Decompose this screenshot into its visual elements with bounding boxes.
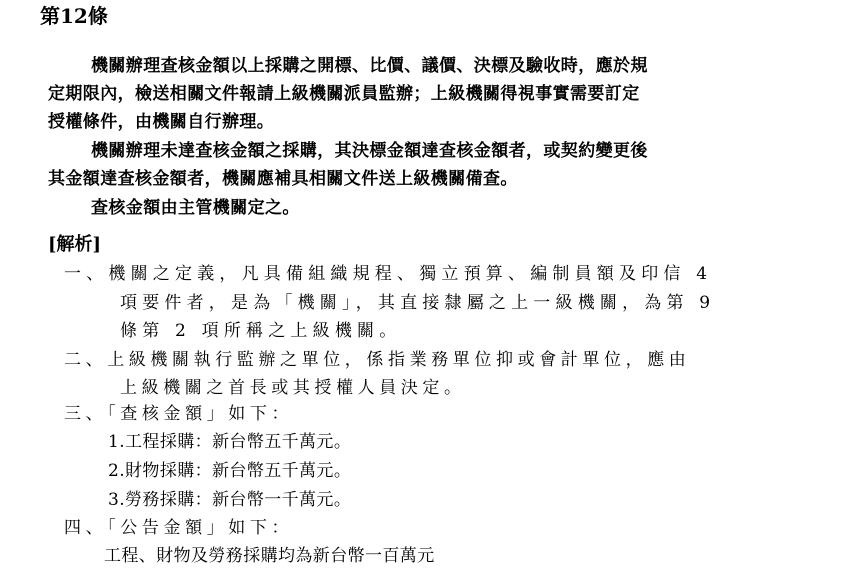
article-paragraph-1-line-3: 授權條件，由機關自行辦理。: [48, 112, 275, 132]
analysis-heading: [解析]: [48, 234, 102, 255]
article-paragraph-1-line-1: 機關辦理查核金額以上採購之開標、比價、議價、決標及驗收時，應於規: [91, 56, 648, 76]
article-paragraph-3-line-1: 查核金額由主管機關定之。: [91, 198, 300, 218]
analysis-item-3-subitem-1: 1.工程採購：新台幣五千萬元。: [108, 432, 352, 452]
analysis-item-1-line-1: 一、機關之定義，凡具備組織規程、獨立預算、編制員額及印信 4: [64, 264, 713, 284]
article-paragraph-1-line-2: 定期限內，檢送相關文件報請上級機關派員監辦；上級機關得視事實需要訂定: [48, 84, 640, 104]
analysis-item-2-line-1: 二、上級機關執行監辦之單位，係指業務單位抑或會計單位，應由: [64, 350, 691, 370]
analysis-item-3-line-1: 三、「查核金額」如下：: [64, 404, 294, 424]
article-paragraph-2-line-2: 其金額達查核金額者，機關應補具相關文件送上級機關備查。: [48, 169, 518, 189]
analysis-item-4-subitem-1: 工程、財物及勞務採購均為新台幣一百萬元: [104, 546, 435, 566]
article-title: 第12條: [40, 4, 108, 28]
article-paragraph-2-line-1: 機關辦理未達查核金額之採購，其決標金額達查核金額者，或契約變更後: [91, 141, 648, 161]
analysis-item-1-line-3: 條第 2 項所稱之上級機關。: [120, 321, 402, 341]
analysis-item-3-subitem-3: 3.勞務採購：新台幣一千萬元。: [108, 490, 352, 510]
analysis-item-3-subitem-2: 2.財物採購：新台幣五千萬元。: [108, 461, 352, 481]
analysis-item-1-line-2: 項要件者，是為「機關」，其直接隸屬之上一級機關，為第 9: [120, 293, 716, 313]
analysis-item-2-line-2: 上級機關之首長或其授權人員決定。: [120, 378, 466, 398]
analysis-item-4-line-1: 四、「公告金額」如下：: [64, 518, 294, 538]
